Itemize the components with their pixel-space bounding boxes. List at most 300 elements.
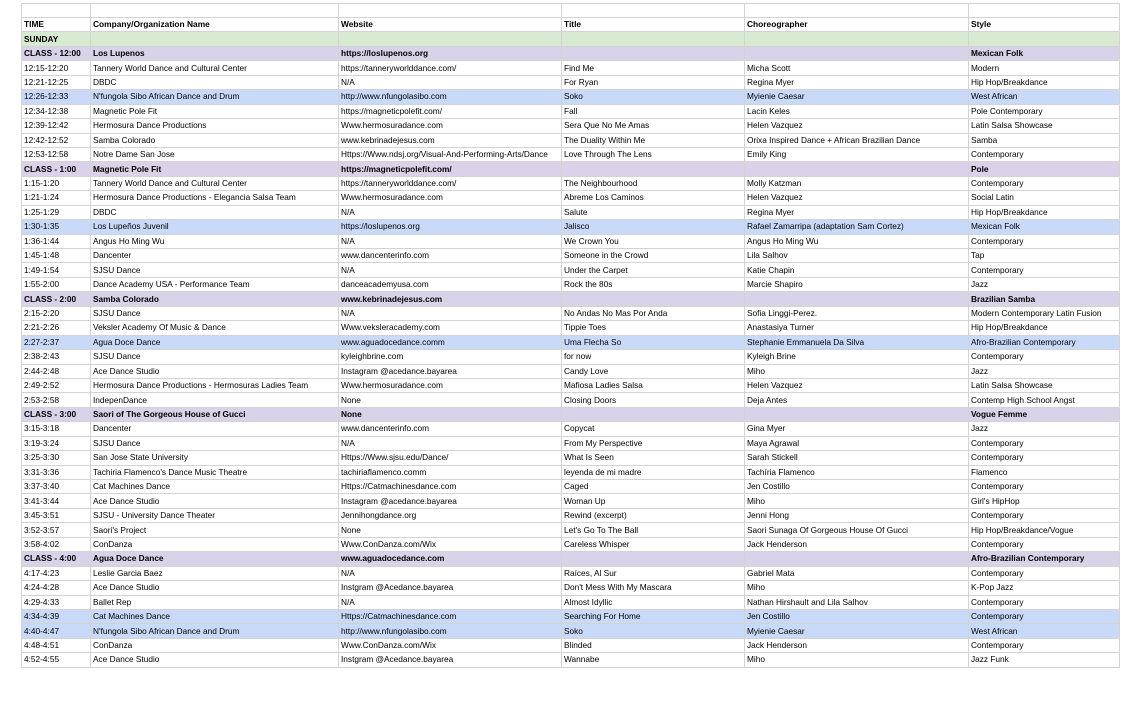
style-cell[interactable]: Contemporary xyxy=(969,451,1120,465)
website-cell[interactable]: None xyxy=(339,393,562,407)
choreographer-cell[interactable]: Jack Henderson xyxy=(745,537,969,551)
title-cell[interactable] xyxy=(562,162,745,176)
title-cell[interactable]: Love Through The Lens xyxy=(562,147,745,161)
title-cell[interactable]: Abreme Los Caminos xyxy=(562,191,745,205)
choreographer-cell[interactable]: Sarah Stickell xyxy=(745,451,969,465)
time-cell[interactable]: 3:52-3:57 xyxy=(22,523,91,537)
title-cell[interactable]: We Crown You xyxy=(562,234,745,248)
company-cell[interactable]: Leslie Garcia Baez xyxy=(91,566,339,580)
company-cell[interactable]: Veksler Academy Of Music & Dance xyxy=(91,321,339,335)
company-cell[interactable]: Los Lupenos xyxy=(91,46,339,60)
table-row[interactable] xyxy=(22,393,1120,407)
website-link[interactable]: https://magneticpolefit.com/ xyxy=(341,163,452,174)
choreographer-cell[interactable]: Jack Henderson xyxy=(745,638,969,652)
website-link[interactable]: Www.veksleracademy.com xyxy=(341,322,440,333)
website-cell[interactable] xyxy=(339,537,562,551)
title-cell[interactable]: For Ryan xyxy=(562,75,745,89)
style-cell[interactable]: Contemporary xyxy=(969,537,1120,551)
style-cell[interactable]: Pole xyxy=(969,162,1120,176)
style-cell[interactable]: Contemporary xyxy=(969,609,1120,623)
company-cell[interactable]: Tannery World Dance and Cultural Center xyxy=(91,61,339,75)
time-cell[interactable]: 3:15-3:18 xyxy=(22,422,91,436)
title-cell[interactable] xyxy=(562,552,745,566)
table-row[interactable] xyxy=(22,364,1120,378)
time-cell[interactable]: 1:30-1:35 xyxy=(22,220,91,234)
style-cell[interactable]: Latin Salsa Showcase xyxy=(969,119,1120,133)
choreographer-cell[interactable]: Orixa Inspired Dance + African Brazilian Dance xyxy=(745,133,969,147)
title-cell[interactable]: Careless Whisper xyxy=(562,537,745,551)
title-cell[interactable]: Candy Love xyxy=(562,364,745,378)
style-cell[interactable]: K-Pop Jazz xyxy=(969,581,1120,595)
website-cell[interactable]: N/A xyxy=(339,436,562,450)
website-link[interactable]: https://loslupenos.org xyxy=(341,48,429,59)
website-cell[interactable] xyxy=(339,465,562,479)
time-cell[interactable]: CLASS - 1:00 xyxy=(22,162,91,176)
website-link[interactable]: http://www.nfungolasibo.com xyxy=(341,625,447,636)
website-link[interactable]: www.dancenterinfo.com xyxy=(341,423,430,434)
style-cell[interactable]: Tap xyxy=(969,249,1120,263)
website-cell[interactable] xyxy=(339,451,562,465)
time-cell[interactable]: 12:53-12:58 xyxy=(22,147,91,161)
company-cell[interactable]: Tachiria Flamenco's Dance Music Theatre xyxy=(91,465,339,479)
table-row[interactable] xyxy=(22,566,1120,580)
website-cell[interactable]: N/A xyxy=(339,263,562,277)
website-cell[interactable]: N/A xyxy=(339,234,562,248)
title-cell[interactable]: Soko xyxy=(562,624,745,638)
style-cell[interactable]: Contemporary xyxy=(969,595,1120,609)
company-cell[interactable]: Ace Dance Studio xyxy=(91,494,339,508)
table-row[interactable] xyxy=(22,133,1120,147)
time-cell[interactable]: 1:55-2:00 xyxy=(22,277,91,291)
website-cell[interactable]: Instgram @Acedance.bayarea xyxy=(339,653,562,667)
style-cell[interactable]: Contemporary xyxy=(969,350,1120,364)
website-cell[interactable] xyxy=(339,277,562,291)
table-row[interactable] xyxy=(22,61,1120,75)
style-cell[interactable]: Hip Hop/Breakdance xyxy=(969,321,1120,335)
style-cell[interactable]: Girl's HipHop xyxy=(969,494,1120,508)
class-row[interactable] xyxy=(22,552,1120,566)
time-cell[interactable]: 1:25-1:29 xyxy=(22,205,91,219)
website-link[interactable]: Jennihongdance.org xyxy=(341,510,417,521)
company-cell[interactable]: Tannery World Dance and Cultural Center xyxy=(91,176,339,190)
company-cell[interactable]: Cat Machines Dance xyxy=(91,480,339,494)
website-link[interactable]: https://tanneryworlddance.com/ xyxy=(341,178,457,189)
style-cell[interactable]: Contemporary xyxy=(969,508,1120,522)
choreographer-cell[interactable]: Helen Vazquez xyxy=(745,191,969,205)
style-cell[interactable]: Samba xyxy=(969,133,1120,147)
choreographer-cell[interactable]: Lila Salhov xyxy=(745,249,969,263)
title-cell[interactable]: for now xyxy=(562,350,745,364)
style-cell[interactable]: Contemporary xyxy=(969,263,1120,277)
title-cell[interactable] xyxy=(562,32,745,46)
title-cell[interactable]: From My Perspective xyxy=(562,436,745,450)
choreographer-cell[interactable]: Miho xyxy=(745,494,969,508)
table-row[interactable] xyxy=(22,205,1120,219)
choreographer-cell[interactable] xyxy=(745,407,969,421)
time-cell[interactable]: 2:44-2:48 xyxy=(22,364,91,378)
title-cell[interactable]: Tippie Toes xyxy=(562,321,745,335)
style-cell[interactable]: Contemporary xyxy=(969,436,1120,450)
header-cell-style[interactable]: Style xyxy=(969,18,1120,32)
company-cell[interactable]: Hermosura Dance Productions - Hermosuras Ladies Team xyxy=(91,378,339,392)
time-cell[interactable]: 4:40-4:47 xyxy=(22,624,91,638)
title-cell[interactable]: Jalisco xyxy=(562,220,745,234)
style-cell[interactable]: Hip Hop/Breakdance xyxy=(969,75,1120,89)
title-cell[interactable]: Under the Carpet xyxy=(562,263,745,277)
style-cell[interactable]: Afro-Brazilian Contemporary xyxy=(969,552,1120,566)
class-row[interactable] xyxy=(22,46,1120,60)
table-row[interactable] xyxy=(22,321,1120,335)
choreographer-cell[interactable]: Katie Chapin xyxy=(745,263,969,277)
website-cell[interactable] xyxy=(339,133,562,147)
time-cell[interactable]: 3:19-3:24 xyxy=(22,436,91,450)
company-cell[interactable]: ConDanza xyxy=(91,537,339,551)
company-cell[interactable]: IndepenDance xyxy=(91,393,339,407)
title-cell[interactable]: Rock the 80s xyxy=(562,277,745,291)
time-cell[interactable]: 12:39-12:42 xyxy=(22,119,91,133)
choreographer-cell[interactable]: Stephanie Emmanuela Da Silva xyxy=(745,335,969,349)
title-cell[interactable] xyxy=(562,407,745,421)
website-link[interactable]: www.dancenterinfo.com xyxy=(341,250,430,261)
website-cell[interactable] xyxy=(339,61,562,75)
header-cell-company[interactable]: Company/Organization Name xyxy=(91,18,339,32)
company-cell[interactable]: DBDC xyxy=(91,205,339,219)
style-cell[interactable]: Afro-Brazilian Contemporary xyxy=(969,335,1120,349)
website-link[interactable]: Https://Catmachinesdance.com xyxy=(341,611,457,622)
day-section-row[interactable] xyxy=(22,32,1120,46)
website-cell[interactable] xyxy=(339,32,562,46)
table-row[interactable] xyxy=(22,90,1120,104)
company-cell[interactable]: San Jose State University xyxy=(91,451,339,465)
table-row[interactable] xyxy=(22,176,1120,190)
website-cell[interactable] xyxy=(339,191,562,205)
company-cell[interactable]: Magnetic Pole Fit xyxy=(91,104,339,118)
website-cell[interactable] xyxy=(339,422,562,436)
style-cell[interactable]: Contemporary xyxy=(969,176,1120,190)
company-cell[interactable]: N'fungola Sibo African Dance and Drum xyxy=(91,624,339,638)
class-row[interactable] xyxy=(22,162,1120,176)
time-cell[interactable]: CLASS - 4:00 xyxy=(22,552,91,566)
table-row[interactable] xyxy=(22,306,1120,320)
title-cell[interactable]: Raíces, Al Sur xyxy=(562,566,745,580)
time-cell[interactable]: CLASS - 2:00 xyxy=(22,292,91,306)
choreographer-cell[interactable]: Regina Myer xyxy=(745,75,969,89)
table-row[interactable] xyxy=(22,277,1120,291)
company-cell[interactable]: Hermosura Dance Productions xyxy=(91,119,339,133)
time-cell[interactable]: 3:37-3:40 xyxy=(22,480,91,494)
time-cell[interactable]: 12:42-12:52 xyxy=(22,133,91,147)
title-cell[interactable] xyxy=(562,46,745,60)
time-cell[interactable]: 4:52-4:55 xyxy=(22,653,91,667)
company-cell[interactable]: Ace Dance Studio xyxy=(91,581,339,595)
title-cell[interactable] xyxy=(562,292,745,306)
style-cell[interactable]: Social Latin xyxy=(969,191,1120,205)
choreographer-cell[interactable]: Sofia Linggi-Perez. xyxy=(745,306,969,320)
blank-row[interactable] xyxy=(22,4,1120,18)
time-cell[interactable]: 12:26-12:33 xyxy=(22,90,91,104)
style-cell[interactable]: Jazz Funk xyxy=(969,653,1120,667)
time-cell[interactable]: 2:53-2:58 xyxy=(22,393,91,407)
style-cell[interactable]: Modern xyxy=(969,61,1120,75)
choreographer-cell[interactable]: Myienie Caesar xyxy=(745,90,969,104)
time-cell[interactable]: 4:48-4:51 xyxy=(22,638,91,652)
time-cell[interactable]: 3:45-3:51 xyxy=(22,508,91,522)
website-link[interactable]: Https://Www.ndsj.org/Visual-And-Performing-Arts/Dance xyxy=(341,149,548,160)
title-cell[interactable]: Someone in the Crowd xyxy=(562,249,745,263)
time-cell[interactable]: 12:15-12:20 xyxy=(22,61,91,75)
time-cell[interactable]: 4:17-4:23 xyxy=(22,566,91,580)
table-row[interactable] xyxy=(22,523,1120,537)
time-cell[interactable]: CLASS - 3:00 xyxy=(22,407,91,421)
title-cell[interactable]: Wannabe xyxy=(562,653,745,667)
website-link[interactable]: Www.hermosuradance.com xyxy=(341,380,443,391)
table-row[interactable] xyxy=(22,378,1120,392)
company-cell[interactable]: Dancenter xyxy=(91,422,339,436)
table-row[interactable] xyxy=(22,653,1120,667)
title-cell[interactable]: Mafiosa Ladies Salsa xyxy=(562,378,745,392)
website-cell[interactable] xyxy=(339,609,562,623)
website-link[interactable]: www.aguadocedance.com xyxy=(341,553,445,564)
class-row[interactable] xyxy=(22,292,1120,306)
title-cell[interactable]: Closing Doors xyxy=(562,393,745,407)
table-row[interactable] xyxy=(22,350,1120,364)
title-cell[interactable]: Caged xyxy=(562,480,745,494)
website-link[interactable]: Www.hermosuradance.com xyxy=(341,192,443,203)
choreographer-cell[interactable]: Angus Ho Ming Wu xyxy=(745,234,969,248)
website-cell[interactable] xyxy=(339,104,562,118)
style-cell[interactable]: Modern Contemporary Latin Fusion xyxy=(969,306,1120,320)
style-cell[interactable]: Contemporary xyxy=(969,638,1120,652)
company-cell[interactable]: SJSU - University Dance Theater xyxy=(91,508,339,522)
website-cell[interactable]: N/A xyxy=(339,595,562,609)
website-cell[interactable] xyxy=(339,220,562,234)
table-row[interactable] xyxy=(22,638,1120,652)
table-row[interactable] xyxy=(22,422,1120,436)
website-link[interactable]: www.kebrinadejesus.com xyxy=(341,134,435,145)
time-cell[interactable]: 2:49-2:52 xyxy=(22,378,91,392)
website-link[interactable]: https://tanneryworlddance.com/ xyxy=(341,62,457,73)
title-cell[interactable]: Soko xyxy=(562,90,745,104)
table-row[interactable] xyxy=(22,508,1120,522)
company-cell[interactable]: SJSU Dance xyxy=(91,436,339,450)
time-cell[interactable]: SUNDAY xyxy=(22,32,91,46)
website-cell[interactable]: Instgram @Acedance.bayarea xyxy=(339,581,562,595)
time-cell[interactable]: 2:15-2:20 xyxy=(22,306,91,320)
website-cell[interactable] xyxy=(339,638,562,652)
choreographer-cell[interactable]: Micha Scott xyxy=(745,61,969,75)
choreographer-cell[interactable]: Helen Vazquez xyxy=(745,119,969,133)
style-cell[interactable]: Hip Hop/Breakdance/Vogue xyxy=(969,523,1120,537)
table-row[interactable] xyxy=(22,609,1120,623)
website-cell[interactable] xyxy=(339,90,562,104)
time-cell[interactable]: 4:34-4:39 xyxy=(22,609,91,623)
style-cell[interactable]: Hip Hop/Breakdance xyxy=(969,205,1120,219)
website-cell[interactable]: N/A xyxy=(339,75,562,89)
company-cell[interactable]: Dance Academy USA - Performance Team xyxy=(91,277,339,291)
choreographer-cell[interactable]: Deja Antes xyxy=(745,393,969,407)
choreographer-cell[interactable]: Miho xyxy=(745,364,969,378)
website-cell[interactable] xyxy=(339,162,562,176)
time-cell[interactable]: 1:36-1:44 xyxy=(22,234,91,248)
style-cell[interactable]: Jazz xyxy=(969,364,1120,378)
website-link[interactable]: tachiriaflamenco.comm xyxy=(341,466,427,477)
choreographer-cell[interactable]: Jenni Hong xyxy=(745,508,969,522)
style-cell[interactable]: Contemp High School Angst xyxy=(969,393,1120,407)
company-cell[interactable]: Dancenter xyxy=(91,249,339,263)
choreographer-cell[interactable]: Regina Myer xyxy=(745,205,969,219)
website-link[interactable]: danceacademyusa.com xyxy=(341,279,429,290)
time-cell[interactable]: CLASS - 12:00 xyxy=(22,46,91,60)
choreographer-cell[interactable] xyxy=(745,292,969,306)
website-cell[interactable] xyxy=(339,335,562,349)
website-link[interactable]: Www.ConDanza.com/Wix xyxy=(341,640,436,651)
website-cell[interactable] xyxy=(339,624,562,638)
title-cell[interactable]: Blinded xyxy=(562,638,745,652)
company-cell[interactable]: Samba Colorado xyxy=(91,133,339,147)
company-cell[interactable]: Saori of The Gorgeous House of Gucci xyxy=(91,407,339,421)
style-cell[interactable]: Latin Salsa Showcase xyxy=(969,378,1120,392)
table-row[interactable] xyxy=(22,220,1120,234)
website-cell[interactable]: N/A xyxy=(339,306,562,320)
website-cell[interactable]: None xyxy=(339,523,562,537)
choreographer-cell[interactable]: Miho xyxy=(745,653,969,667)
title-cell[interactable]: Rewind (excerpt) xyxy=(562,508,745,522)
website-cell[interactable] xyxy=(339,292,562,306)
website-cell[interactable]: N/A xyxy=(339,205,562,219)
website-cell[interactable] xyxy=(339,508,562,522)
choreographer-cell[interactable]: Kyleigh Brine xyxy=(745,350,969,364)
style-cell[interactable]: Vogue Femme xyxy=(969,407,1120,421)
time-cell[interactable]: 2:21-2:26 xyxy=(22,321,91,335)
company-cell[interactable]: Agua Doce Dance xyxy=(91,552,339,566)
title-cell[interactable]: Searching For Home xyxy=(562,609,745,623)
company-cell[interactable]: DBDC xyxy=(91,75,339,89)
title-cell[interactable]: What Is Seen xyxy=(562,451,745,465)
choreographer-cell[interactable]: Helen Vazquez xyxy=(745,378,969,392)
time-cell[interactable]: 4:29-4:33 xyxy=(22,595,91,609)
company-cell[interactable]: Samba Colorado xyxy=(91,292,339,306)
style-cell[interactable]: West African xyxy=(969,624,1120,638)
title-cell[interactable]: leyenda de mi madre xyxy=(562,465,745,479)
time-cell[interactable]: 3:25-3:30 xyxy=(22,451,91,465)
title-cell[interactable]: Almost Idyllic xyxy=(562,595,745,609)
time-cell[interactable]: 1:45-1:48 xyxy=(22,249,91,263)
style-cell[interactable]: Contemporary xyxy=(969,566,1120,580)
website-cell[interactable] xyxy=(339,350,562,364)
table-row[interactable] xyxy=(22,104,1120,118)
time-cell[interactable]: 12:34-12:38 xyxy=(22,104,91,118)
choreographer-cell[interactable]: Gina Myer xyxy=(745,422,969,436)
table-row[interactable] xyxy=(22,436,1120,450)
title-cell[interactable]: The Duality Within Me xyxy=(562,133,745,147)
website-cell[interactable] xyxy=(339,480,562,494)
website-cell[interactable] xyxy=(339,147,562,161)
company-cell[interactable]: Ace Dance Studio xyxy=(91,653,339,667)
table-row[interactable] xyxy=(22,119,1120,133)
title-cell[interactable]: Copycat xyxy=(562,422,745,436)
website-link[interactable]: https://loslupenos.org xyxy=(341,221,420,232)
title-cell[interactable]: No Andas No Mas Por Anda xyxy=(562,306,745,320)
company-cell[interactable]: N'fungola Sibo African Dance and Drum xyxy=(91,90,339,104)
table-row[interactable] xyxy=(22,494,1120,508)
choreographer-cell[interactable]: Molly Katzman xyxy=(745,176,969,190)
table-row[interactable] xyxy=(22,465,1120,479)
style-cell[interactable] xyxy=(969,32,1120,46)
website-link[interactable]: kyleighbrine.com xyxy=(341,351,404,362)
table-row[interactable] xyxy=(22,537,1120,551)
time-cell[interactable]: 3:41-3:44 xyxy=(22,494,91,508)
title-cell[interactable]: Let's Go To The Ball xyxy=(562,523,745,537)
website-cell[interactable]: None xyxy=(339,407,562,421)
website-link[interactable]: Www.hermosuradance.com xyxy=(341,120,443,131)
website-cell[interactable]: N/A xyxy=(339,566,562,580)
header-row[interactable] xyxy=(22,18,1120,32)
choreographer-cell[interactable]: Jen Costillo xyxy=(745,609,969,623)
title-cell[interactable]: Sera Que No Me Amas xyxy=(562,119,745,133)
choreographer-cell[interactable]: Jen Costillo xyxy=(745,480,969,494)
company-cell[interactable]: SJSU Dance xyxy=(91,350,339,364)
style-cell[interactable]: Mexican Folk xyxy=(969,46,1120,60)
style-cell[interactable]: West African xyxy=(969,90,1120,104)
time-cell[interactable]: 3:31-3:36 xyxy=(22,465,91,479)
website-link[interactable]: http://www.nfungolasibo.com xyxy=(341,91,447,102)
choreographer-cell[interactable]: Gabriel Mata xyxy=(745,566,969,580)
company-cell[interactable]: Cat Machines Dance xyxy=(91,609,339,623)
table-row[interactable] xyxy=(22,581,1120,595)
header-cell-time[interactable]: TIME xyxy=(22,18,91,32)
company-cell[interactable]: Ballet Rep xyxy=(91,595,339,609)
choreographer-cell[interactable]: Marcie Shapiro xyxy=(745,277,969,291)
company-cell[interactable]: Magnetic Pole Fit xyxy=(91,162,339,176)
table-row[interactable] xyxy=(22,147,1120,161)
choreographer-cell[interactable] xyxy=(745,162,969,176)
title-cell[interactable]: The Neighbourhood xyxy=(562,176,745,190)
style-cell[interactable]: Pole Contemporary xyxy=(969,104,1120,118)
company-cell[interactable]: SJSU Dance xyxy=(91,306,339,320)
company-cell[interactable]: Angus Ho Ming Wu xyxy=(91,234,339,248)
company-cell[interactable]: Saori's Project xyxy=(91,523,339,537)
time-cell[interactable]: 1:49-1:54 xyxy=(22,263,91,277)
style-cell[interactable]: Jazz xyxy=(969,422,1120,436)
time-cell[interactable]: 4:24-4:28 xyxy=(22,581,91,595)
title-cell[interactable]: Don't Mess With My Mascara xyxy=(562,581,745,595)
choreographer-cell[interactable] xyxy=(745,32,969,46)
choreographer-cell[interactable]: Maya Agrawal xyxy=(745,436,969,450)
table-row[interactable] xyxy=(22,624,1120,638)
choreographer-cell[interactable]: Anastasiya Turner xyxy=(745,321,969,335)
title-cell[interactable]: Uma Flecha So xyxy=(562,335,745,349)
style-cell[interactable]: Contemporary xyxy=(969,234,1120,248)
table-row[interactable] xyxy=(22,595,1120,609)
website-cell[interactable] xyxy=(339,378,562,392)
choreographer-cell[interactable]: Saori Sunaga Of Gorgeous House Of Gucci xyxy=(745,523,969,537)
website-link[interactable]: www.kebrinadejesus.com xyxy=(341,293,443,304)
title-cell[interactable]: Find Me xyxy=(562,61,745,75)
title-cell[interactable]: Salute xyxy=(562,205,745,219)
choreographer-cell[interactable]: Tachíria Flamenco xyxy=(745,465,969,479)
table-row[interactable] xyxy=(22,451,1120,465)
table-row[interactable] xyxy=(22,234,1120,248)
company-cell[interactable]: Notre Dame San Jose xyxy=(91,147,339,161)
title-cell[interactable]: Woman Up xyxy=(562,494,745,508)
choreographer-cell[interactable]: Miho xyxy=(745,581,969,595)
company-cell[interactable]: SJSU Dance xyxy=(91,263,339,277)
company-cell[interactable]: Los Lupeños Juvenil xyxy=(91,220,339,234)
choreographer-cell[interactable]: Myienie Caesar xyxy=(745,624,969,638)
time-cell[interactable]: 2:27-2:37 xyxy=(22,335,91,349)
table-row[interactable] xyxy=(22,249,1120,263)
website-link[interactable]: https://magneticpolefit.com/ xyxy=(341,105,442,116)
